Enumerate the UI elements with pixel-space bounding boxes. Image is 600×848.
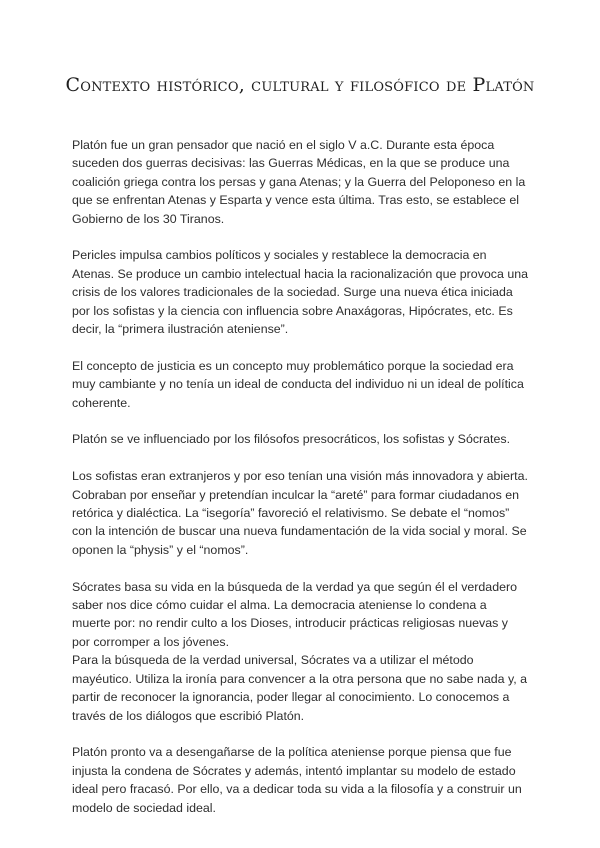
paragraph-maieutic-method: Para la búsqueda de la verdad universal, Sócrates va a utilizar el método mayéutico. Utiliza la ironía para convencer a la otra persona que no sabe nada y, a partir de reconocer la ignorancia, poder llegar al conocimiento. Lo conocemos a través de los diálogos que escribió Platón. <box>72 653 528 723</box>
document-title: Contexto histórico, cultural y filosófico de Platón <box>65 74 535 96</box>
paragraph-influences: Platón se ve influenciado por los filósofos presocráticos, los sofistas y Sócrates. <box>72 432 511 447</box>
paragraph-justice: El concepto de justicia es un concepto muy problemático porque la sociedad era muy cambiante y no tenía un ideal de conducta del individuo ni un ideal de política coherente. <box>72 358 524 410</box>
document-body <box>72 136 528 835</box>
paragraph-sophists: Los sofistas eran extranjeros y por eso tenían una visión más innovadora y abierta. Cobraban por enseñar y pretendían inculcar la “areté” para formar ciudadanos en retórica y dialéctica. La “isegoría” favoreció el relativismo. Se debate el “nomos” con la intención de buscar una nueva fundamentación de la vida social y moral. Se oponen la “physis” y el “nomos”. <box>72 469 528 557</box>
paragraph-socrates: Sócrates basa su vida en la búsqueda de la verdad ya que según él el verdadero saber nos dice cómo cuidar el alma. La democracia ateniense lo condena a muerte por: no rendir culto a los Dioses, introducir prácticas religiosas nuevas y por corromper a los jóvenes. <box>72 579 517 649</box>
paragraph-plato-disillusion: Platón pronto va a desengañarse de la política ateniense porque piensa que fue injusta la condena de Sócrates y además, intentó implantar su modelo de estado ideal pero fracasó. Por ello, va a dedicar toda su vida a la filosofía y a construir un modelo de sociedad ideal. <box>72 745 522 815</box>
paragraph-pericles: Pericles impulsa cambios políticos y sociales y restablece la democracia en Atenas. Se produce un cambio intelectual hacia la racionalización que provoca una crisis de los valores tradicionales de la sociedad. Surge una nueva ética iniciada por los sofistas y la ciencia con influencia sobre Anaxágoras, Hipócrates, etc. Es decir, la “primera ilustración ateniense”. <box>72 248 528 337</box>
paragraph-historical-context: Platón fue un gran pensador que nació en el siglo V a.C. Durante esta época suceden dos guerras decisivas: las Guerras Médicas, en la que se produce una coalición griega contra los persas y gana Atenas; y la Guerra del Peloponeso en la que se enfrentan Atenas y Esparta y vence esta última. Tras esto, se establece el Gobierno de los 30 Tiranos. <box>72 138 526 226</box>
